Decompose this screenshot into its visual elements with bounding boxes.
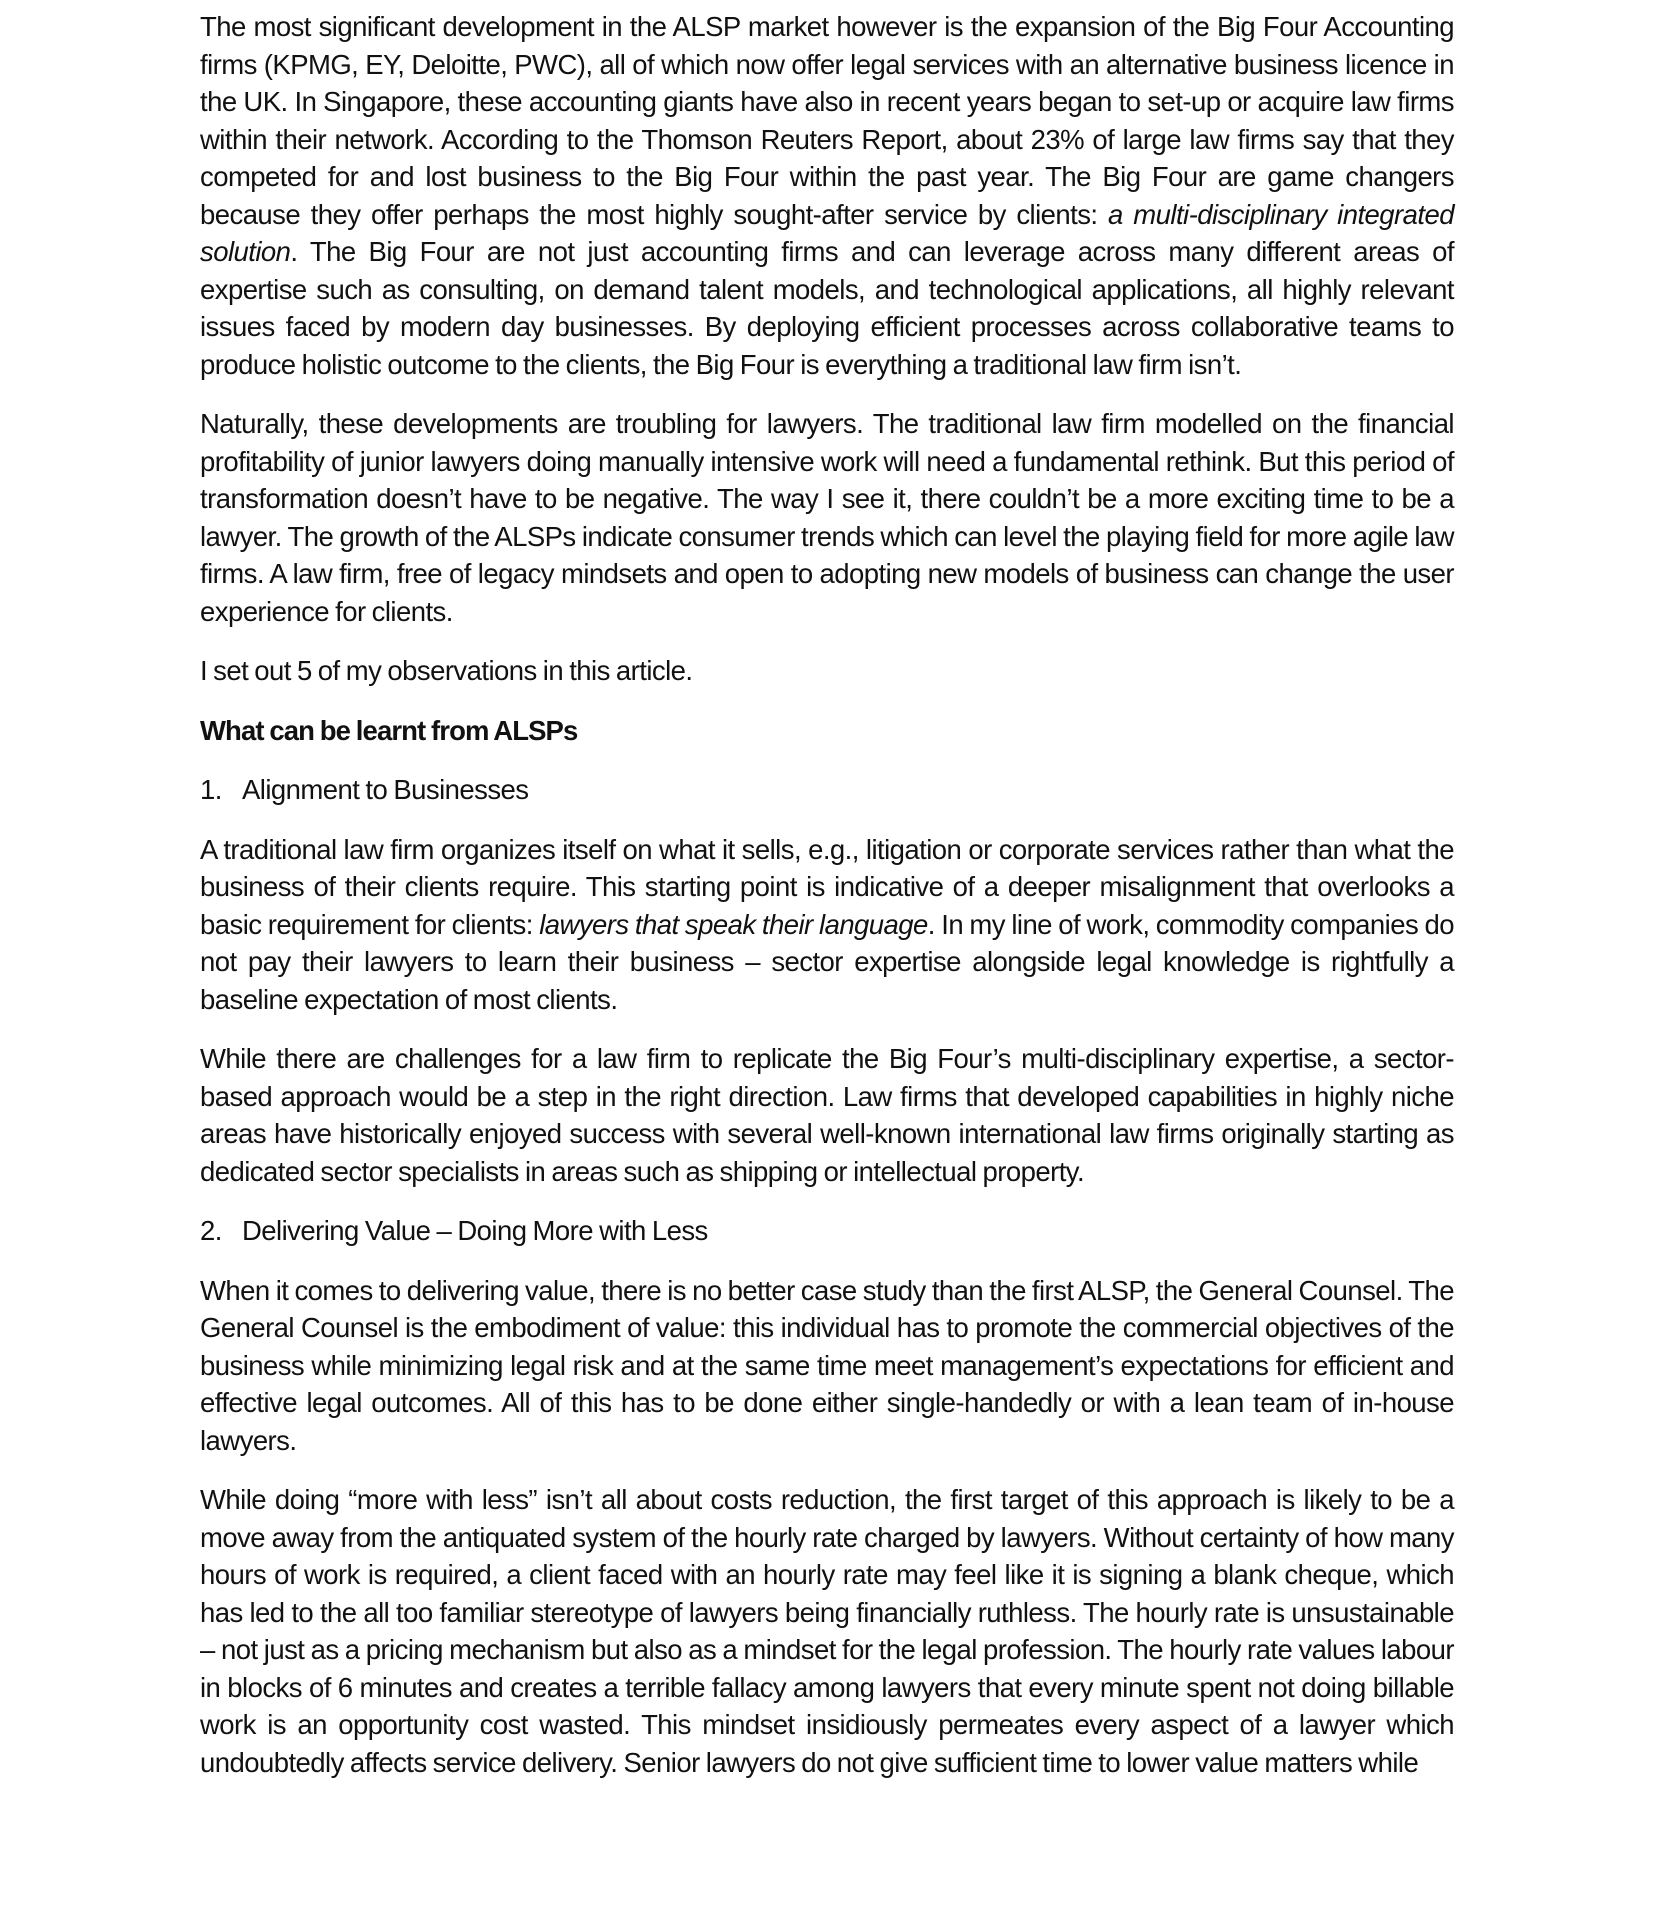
list-title: Delivering Value – Doing More with Less [242,1215,708,1246]
paragraph-sector-approach: While there are challenges for a law firm to replicate the Big Four’s multi-disciplinary expertise, a sector-based approach would be a step in the right direction. Law firms that developed capabilities in highly niche areas have historically enjoyed success with several well-known international law firms originally starting as dedicated sector specialists in areas such as shipping or intellectual property. [200,1043,1454,1187]
paragraph-text: A traditional law firm organizes itself on what it sells, e.g., litigation or corporate services rather than what the business of their clients require. This starting point is indicative of a deeper misalignment that overlooks a basic requirement for clients: [200,833,1454,940]
paragraph-traditional-law-firm [200,831,1454,1019]
paragraph-troubling-developments: Naturally, these developments are troubling for lawyers. The traditional law firm modelled on the financial profitability of junior lawyers doing manually intensive work will need a fundamental rethink. But this period of transformation doesn’t have to be negative. The way I see it, there couldn’t be a more exciting time to be a lawyer. The growth of the ALSPs indicate consumer trends which can level the playing field for more agile law firms. A law firm, free of legacy mindsets and open to adopting new models of business can change the user experience for clients. [200,408,1454,627]
paragraph-text: The most significant development in the ALSP market however is the expansion of the Big Four Accounting firms (KPMG, EY, Deloitte, PWC), all of which now offer legal services with an alternative business licence in the UK. In Singapore, these accounting giants have also in recent years began to set-up or acquire law firms within their network. According to the Thomson Reuters Report, about 23% of large law firms say that they competed for and lost business to the Big Four within the past year. The Big Four are game changers because they offer perhaps the most highly sought-after service by clients: [200,11,1454,230]
list-item-delivering-value [200,1212,1454,1250]
document-page [200,8,1454,1781]
emphasis-text: a multi-disciplinary integrated solution [200,198,1454,267]
section-heading: What can be learnt from ALSPs [200,714,578,746]
paragraph-text: . The Big Four are not just accounting firms and can leverage across many different areas of expertise such as consulting, on demand talent models, and technological applications, all highly relevant issues faced by modern day businesses. By deploying efficient processes across collaborative teams to produce holistic outcome to the clients, the Big Four is everything a traditional law firm isn’t. [200,236,1454,380]
emphasis-text: lawyers that speak their language [539,908,928,940]
list-item-alignment [200,771,1454,809]
paragraph-big-four-expansion [200,8,1454,383]
paragraph-general-counsel: When it comes to delivering value, there is no better case study than the first ALSP, the General Counsel. The General Counsel is the embodiment of value: this individual has to promote the commercial objectives of the business while minimizing legal risk and at the same time meet management’s expectations for efficient and effective legal outcomes. All of this has to be done either single-handedly or with a lean team of in-house lawyers. [200,1274,1454,1456]
paragraph-observations-intro: I set out 5 of my observations in this article. [200,655,693,686]
paragraph-text: . In my line of work, commodity companies do not pay their lawyers to learn their business – sector expertise alongside legal knowledge is rightfully a baseline expectation of most clients. [200,908,1454,1015]
list-number: 1. [200,774,222,805]
paragraph-hourly-rate: While doing “more with less” isn’t all about costs reduction, the first target of this approach is likely to be a move away from the antiquated system of the hourly rate charged by lawyers. Without certainty of how many hours of work is required, a client faced with an hourly rate may feel like it is signing a blank cheque, which has led to the all too familiar stereotype of lawyers being financially ruthless. The hourly rate is unsustainable – not just as a pricing mechanism but also as a mindset for the legal profession. The hourly rate values labour in blocks of 6 minutes and creates a terrible fallacy among lawyers that every minute spent not doing billable work is an opportunity cost wasted. This mindset insidiously permeates every aspect of a lawyer which undoubtedly affects service delivery. Senior lawyers do not give sufficient time to lower value matters while [200,1484,1454,1778]
list-title: Alignment to Businesses [242,774,529,805]
list-number: 2. [200,1215,222,1246]
